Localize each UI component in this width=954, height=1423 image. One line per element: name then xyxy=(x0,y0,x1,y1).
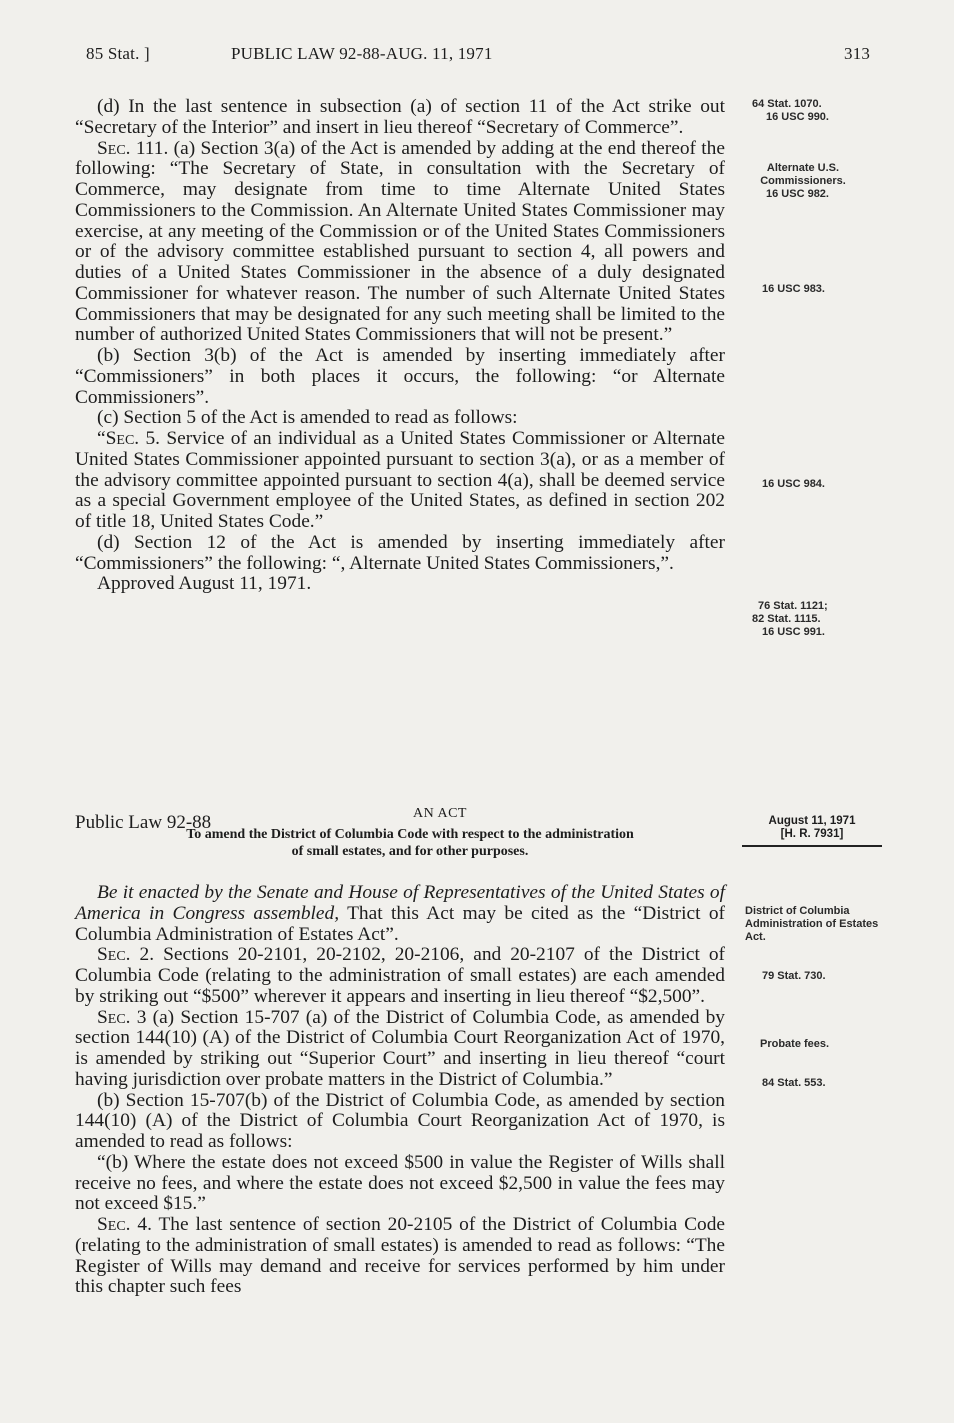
paragraph-d-sec12: (d) Section 12 of the Act is amended by inserting immediately after “Commissioners” the following: “, Alternate United States Commissioners,”. xyxy=(75,531,725,574)
margin-note: 16 USC 983. xyxy=(762,283,825,295)
act-date: August 11, 1971 xyxy=(768,815,856,827)
sec3-label: Sec. 3 xyxy=(97,1006,147,1028)
act-purpose xyxy=(90,826,730,860)
paragraph-sec5 xyxy=(75,429,725,533)
margin-note: 84 Stat. 553. xyxy=(762,1077,826,1089)
body-lower xyxy=(75,883,725,1298)
header-volume: 85 Stat. ] xyxy=(86,44,150,63)
margin-note: Alternate U.S. Commissioners. xyxy=(760,162,846,187)
header-title: PUBLIC LAW 92-88-AUG. 11, 1971 xyxy=(231,44,493,63)
margin-note: 16 USC 991. xyxy=(762,626,825,638)
paragraph-sec111 xyxy=(75,139,725,347)
purpose-line-2: of small estates, and for other purposes. xyxy=(291,844,529,859)
sec4-label: Sec. 4. xyxy=(97,1214,152,1235)
paragraph-quote-b: “(b) Where the estate does not exceed $500 in value the Register of Wills shall receive no fees, and where the estate does not exceed $2,500 in value the fees may not exceed $15.” xyxy=(75,1151,725,1215)
margin-note: 82 Stat. 1115. xyxy=(752,613,821,625)
sec5-text: Service of an individual as a United States Commissioner or Alternate United States Commissioner appointed pursuant to section 3(a), or as a member of the advisory committee appointed pursuant to section 4(a), shall be deemed service as a special Government employee of the United States, as defined in section 202 of title 18, United States Code.” xyxy=(75,428,725,532)
enacting-clause xyxy=(75,883,725,945)
page-number: 313 xyxy=(844,44,871,63)
bill-number: [H. R. 7931] xyxy=(780,828,844,840)
margin-note: 16 USC 982. xyxy=(766,188,829,200)
sec4-text: The last sentence of section 20-2105 of the District of Columbia Code (relating to the administration of small estates) is amended to read as follows: “The Register of Wills may demand and receive for services performed by him under this chapter such fees xyxy=(75,1214,726,1298)
paragraph-b: (b) Section 3(b) of the Act is amended by inserting immediately after “Commissioners” in both places it occurs, the following: “or Alternate Commissioners”. xyxy=(75,345,725,408)
purpose-line-1: To amend the District of Columbia Code with respect to the administration xyxy=(186,827,634,842)
an-act-label: AN ACT xyxy=(413,806,467,821)
margin-note: 16 USC 990. xyxy=(766,111,829,123)
margin-note: 76 Stat. 1121; xyxy=(758,600,828,612)
margin-note: Probate fees. xyxy=(760,1038,830,1050)
enacting-italic: Be it enacted by the Senate and House of Representatives of the United States of America in Congress assembled, xyxy=(75,882,725,924)
paragraph-sec3a xyxy=(75,1008,725,1091)
paragraph-sec4 xyxy=(75,1215,725,1298)
sec3a-text: (a) Section 15-707 (a) of the District of Columbia Code, as amended by section 144(10) (A) of the District of Columbia Court Reorganization Act of 1970, is amended by striking out “Superior Court” and inserting in lieu thereof “court having jurisdiction over probate matters in the District of Columbia.” xyxy=(75,1006,725,1090)
paragraph-sec2 xyxy=(75,945,725,1007)
approved-line: Approved August 11, 1971. xyxy=(97,573,312,595)
sec2-label: Sec. 2. xyxy=(97,944,155,966)
margin-note: 64 Stat. 1070. xyxy=(752,98,822,110)
paragraph-sec3b: (b) Section 15-707(b) of the District of Columbia Code, as amended by section 144(10) (A) of the District of Columbia Court Reorganization Act of 1970, is amended to read as follows: xyxy=(75,1089,725,1152)
sec5-label: “Sec. 5. xyxy=(97,428,160,449)
sec111-label: Sec. 111. xyxy=(97,137,169,159)
margin-note: 16 USC 984. xyxy=(762,478,825,490)
margin-note: 79 Stat. 730. xyxy=(762,970,826,982)
act-date-block xyxy=(742,815,882,847)
paragraph-c: (c) Section 5 of the Act is amended to read as follows: xyxy=(97,407,518,429)
public-law-title: Public Law 92-88 xyxy=(75,812,212,833)
paragraph-d-sec11: (d) In the last sentence in subsection (a) of section 11 of the Act strike out “Secretary of the Interior” and insert in lieu thereof “Secretary of Commerce”. xyxy=(75,96,725,138)
sec111-text: (a) Section 3(a) of the Act is amended by adding at the end thereof the following: “The Secretary of State, in consultation with the Secretary of Commerce, may designate from time to time Alternate United States Commissioners to the Commission. An Alternate United States Commissioner may exercise, at any meeting of the Commission or of the United States Commissioners or of the advisory committee established pursuant to section 4, all powers and duties of a United States Commissioner in the absence of a duly designated Commissioner for whatever reason. The number of such Alternate United States Commissioners that may be designated for any such meeting shall be limited to the number of authorized United States Commissioners that will not be present.” xyxy=(75,137,725,346)
margin-note: District of Columbia Administration of Estates Act. xyxy=(745,905,879,943)
body-upper xyxy=(75,97,725,595)
sec2-text: Sections 20-2101, 20-2102, 20-2106, and 20-2107 of the District of Columbia Code (relating to the administration of small estates) are each amended by striking out “$500” wherever it appears and inserting in lieu thereof “$2,500”. xyxy=(75,944,725,1007)
enacting-rest: That this Act may be cited as the “District of Columbia Administration of Estates Act”. xyxy=(75,902,725,945)
